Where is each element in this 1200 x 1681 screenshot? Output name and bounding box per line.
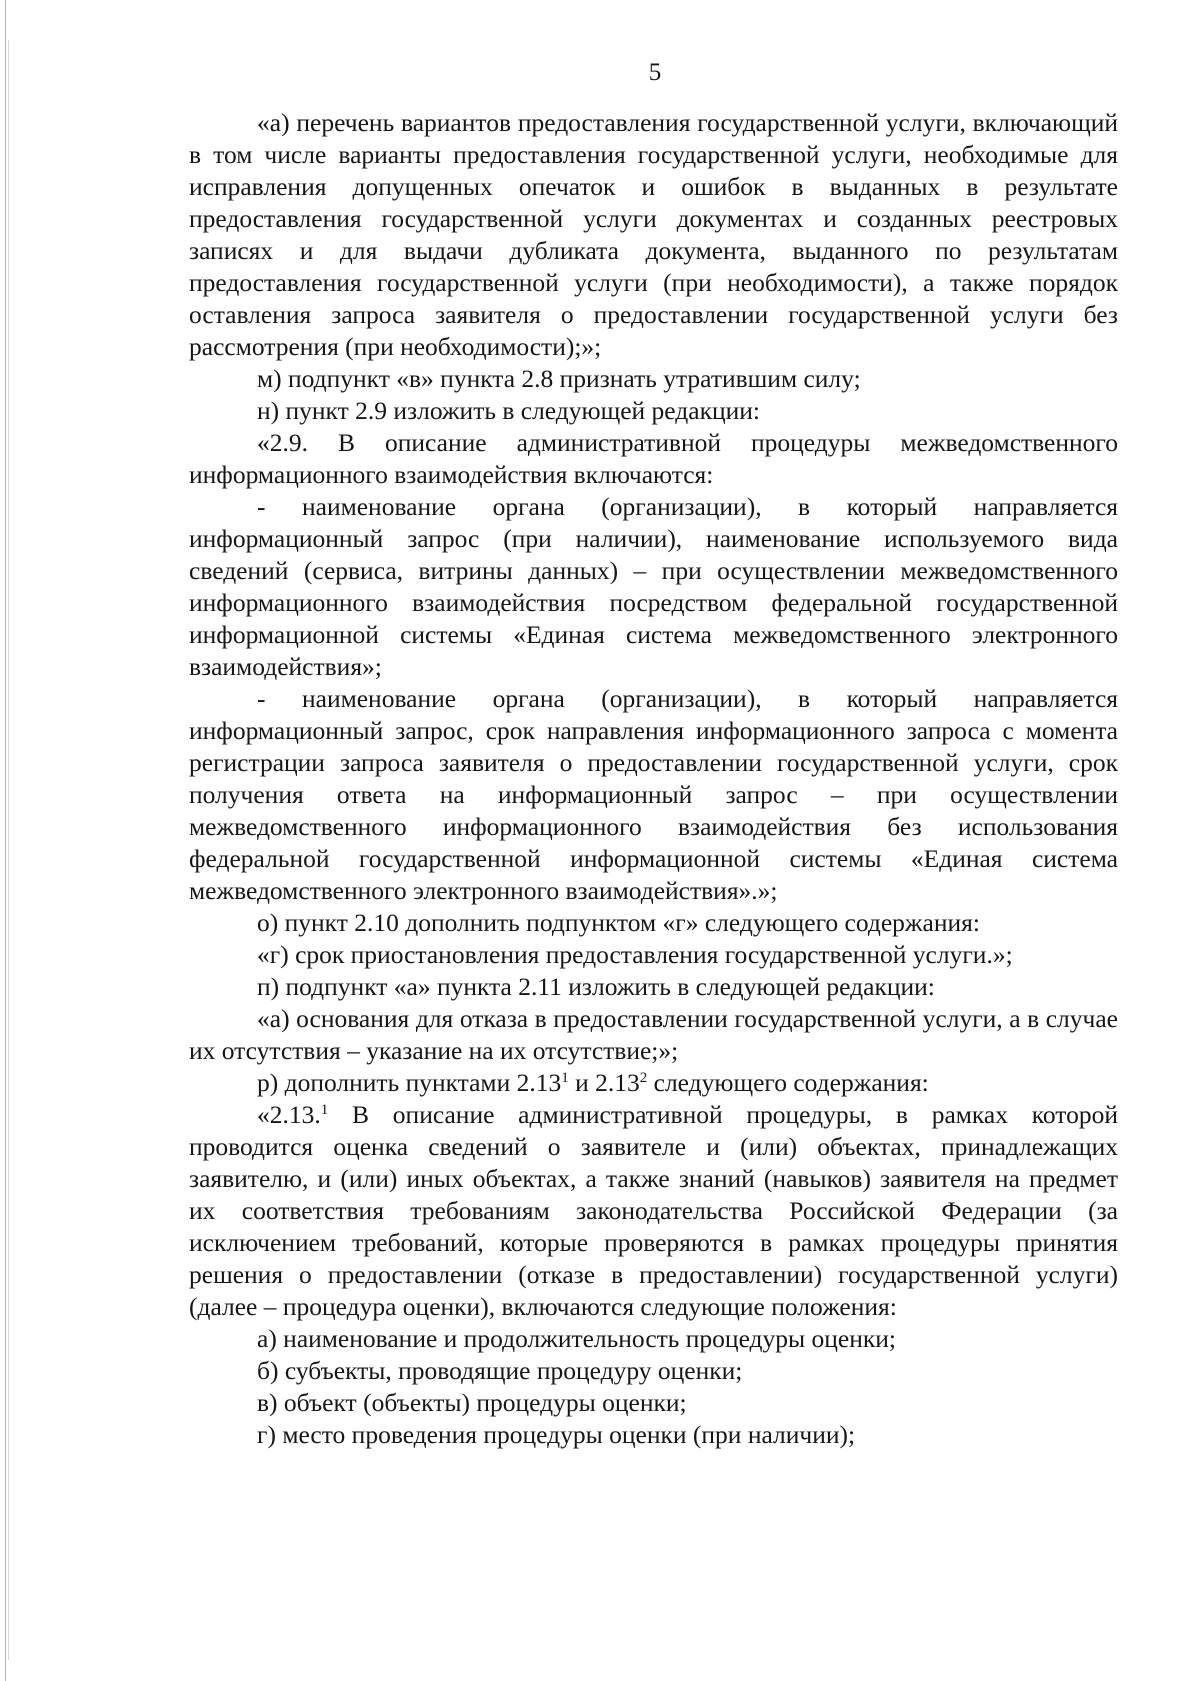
paragraph-n: н) пункт 2.9 изложить в следующей редакции: (257, 396, 760, 425)
paragraph-dash-1: - наименование органа (организации), в который направляется информационный запрос (при наличии), наименование используемого вида сведений (сервиса, витрины данных) – при осуществлении межведомственного информационного взаимодействия посредством федеральной государственной информационной системы «Единая система межведомственного электронного взаимодействия»; (189, 492, 1118, 681)
paragraph-m: м) подпункт «в» пункта 2.8 признать утратившим силу; (257, 364, 861, 393)
paragraph-2-13-1 (189, 1099, 1118, 1323)
scan-border (0, 0, 6, 1681)
scan-border-line (8, 40, 9, 1660)
list-item: а) наименование и продолжительность процедуры оценки; (257, 1324, 897, 1353)
paragraph-p: п) подпункт «а» пункта 2.11 изложить в следующей редакции: (257, 972, 935, 1001)
paragraph-a-grounds: «а) основания для отказа в предоставлении государственной услуги, а в случае их отсутствия – указание на их отсутствие;»; (189, 1004, 1118, 1065)
paragraph-r-text-3: следующего содержания: (647, 1068, 929, 1097)
paragraph-r-text-2: и 2.13 (568, 1068, 640, 1097)
list-item: в) объект (объекты) процедуры оценки; (257, 1388, 687, 1417)
list-item: б) субъекты, проводящие процедуру оценки; (257, 1356, 743, 1385)
list-item: г) место проведения процедуры оценки (при наличии); (257, 1420, 856, 1449)
page-number: 5 (648, 59, 662, 86)
superscript: 2 (639, 1070, 648, 1086)
paragraph-r (189, 1067, 1118, 1099)
paragraph-o: о) пункт 2.10 дополнить подпунктом «г» следующего содержания: (257, 908, 980, 937)
document-body (189, 107, 1118, 1451)
paragraph-2-13-text: В описание административной процедуры, в рамках которой проводится оценка сведений о заявителе и (или) объектах, принадлежащих заявителю, и (или) иных объектах, а также знаний (навыков) заявителя на предмет их соответствия требованиям законодательства Российской Федерации (за исключением требований, которые проверяются в рамках процедуры принятия решения о предоставлении (отказе в предоставлении) государственной услуги) (далее – процедура оценки), включаются следующие положения: (189, 1100, 1118, 1321)
superscript: 1 (561, 1070, 569, 1086)
paragraph-variants: «а) перечень вариантов предоставления государственной услуги, включающий в том числе варианты предоставления государственной услуги, необходимые для исправления допущенных опечаток и ошибок в выданных в результате предоставления государственной услуги документах и созданных реестровых записях и для выдачи дубликата документа, выданного по результатам предоставления государственной услуги (при необходимости), а также порядок оставления запроса заявителя о предоставлении государственной услуги без рассмотрения (при необходимости);»; (189, 108, 1118, 361)
paragraph-dash-2: - наименование органа (организации), в который направляется информационный запрос, срок направления информационного запроса с момента регистрации запроса заявителя о предоставлении государственной услуги, срок получения ответа на информационный запрос – при осуществлении межведомственного информационного взаимодействия без использования федеральной государственной информационной системы «Единая система межведомственного электронного взаимодействия».»; (189, 684, 1118, 905)
superscript: 1 (320, 1102, 329, 1118)
paragraph-g-term: «г) срок приостановления предоставления государственной услуги.»; (257, 940, 1013, 969)
paragraph-r-text-1: р) дополнить пунктами 2.13 (257, 1068, 562, 1097)
paragraph-2-13-label: «2.13. (257, 1100, 321, 1129)
paragraph-2-9: «2.9. В описание административной процедуры межведомственного информационного взаимодействия включаются: (189, 428, 1118, 489)
